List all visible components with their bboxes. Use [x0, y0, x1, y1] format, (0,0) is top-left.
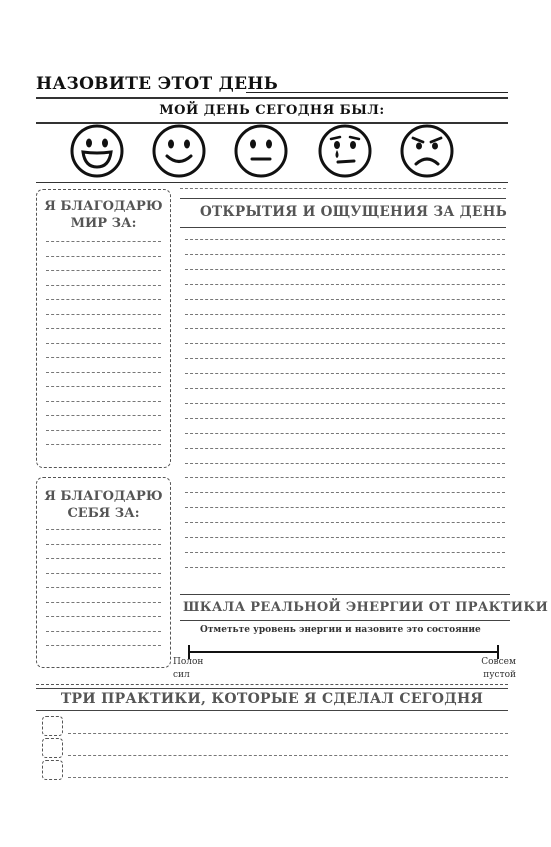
writing-line[interactable] [185, 567, 505, 568]
energy-title: ШКАЛА РЕАЛЬНОЙ ЭНЕРГИИ ОТ ПРАКТИКИ [183, 600, 549, 615]
writing-line[interactable] [185, 418, 505, 419]
writing-line[interactable] [46, 444, 161, 445]
practice-checkbox[interactable] [42, 738, 63, 758]
writing-line[interactable] [46, 645, 161, 646]
writing-line[interactable] [46, 529, 161, 530]
writing-line[interactable] [46, 544, 161, 545]
divider [180, 620, 510, 621]
writing-line[interactable] [185, 239, 505, 240]
writing-line[interactable] [185, 477, 505, 478]
scale-right-label: Совсем пустой [481, 657, 516, 680]
divider [36, 97, 508, 99]
writing-line[interactable] [185, 314, 505, 315]
divider [180, 594, 510, 595]
writing-line[interactable] [46, 256, 161, 257]
writing-line[interactable] [185, 343, 505, 344]
neutral-face-icon[interactable] [234, 124, 288, 178]
writing-line[interactable] [185, 403, 505, 404]
writing-line[interactable] [46, 386, 161, 387]
gratitude-world-title: Я БЛАГОДАРЮ МИР ЗА: [44, 199, 163, 231]
divider [36, 710, 508, 711]
writing-line[interactable] [46, 430, 161, 431]
writing-line[interactable] [46, 299, 161, 300]
writing-line[interactable] [46, 558, 161, 559]
writing-line[interactable] [46, 357, 161, 358]
practice-checkbox[interactable] [42, 716, 63, 736]
writing-line[interactable] [46, 631, 161, 632]
writing-line[interactable] [185, 552, 505, 553]
writing-line[interactable] [185, 463, 505, 464]
writing-line[interactable] [185, 269, 505, 270]
writing-line[interactable] [185, 284, 505, 285]
writing-line[interactable] [185, 507, 505, 508]
writing-line[interactable] [46, 415, 161, 416]
writing-line[interactable] [185, 433, 505, 434]
crying-face-icon[interactable] [318, 124, 372, 178]
writing-line[interactable] [46, 241, 161, 242]
scale-left-label: Полон сил [173, 657, 204, 680]
practice-line[interactable] [68, 777, 508, 778]
writing-line[interactable] [46, 343, 161, 344]
writing-line[interactable] [185, 448, 505, 449]
practices-title: ТРИ ПРАКТИКИ, КОТОРЫЕ Я СДЕЛАЛ СЕГОДНЯ [60, 691, 484, 707]
writing-line[interactable] [46, 285, 161, 286]
writing-line[interactable] [46, 616, 161, 617]
gratitude-world-box [36, 189, 171, 468]
gratitude-self-title: Я БЛАГОДАРЮ СЕБЯ ЗА: [44, 489, 163, 521]
writing-line[interactable] [46, 270, 161, 271]
writing-line[interactable] [185, 537, 505, 538]
energy-instruction: Отметьте уровень энергии и назовите это состояние [200, 625, 481, 635]
divider [180, 198, 506, 199]
smile-face-icon[interactable] [152, 124, 206, 178]
energy-scale-bar[interactable] [188, 651, 499, 653]
big-smile-face-icon[interactable] [70, 124, 124, 178]
mood-prompt: МОЙ ДЕНЬ СЕГОДНЯ БЫЛ: [159, 103, 385, 118]
divider [180, 188, 506, 189]
writing-line[interactable] [46, 314, 161, 315]
writing-line[interactable] [185, 492, 505, 493]
writing-line[interactable] [185, 373, 505, 374]
divider [36, 182, 508, 183]
writing-line[interactable] [185, 358, 505, 359]
writing-line[interactable] [185, 388, 505, 389]
page-title: НАЗОВИТЕ ЭТОТ ДЕНЬ [36, 74, 279, 94]
divider [36, 684, 508, 685]
writing-line[interactable] [46, 372, 161, 373]
writing-line[interactable] [46, 573, 161, 574]
writing-line[interactable] [185, 254, 505, 255]
practice-checkbox[interactable] [42, 760, 63, 780]
mood-selector [36, 122, 508, 180]
writing-line[interactable] [46, 328, 161, 329]
discoveries-title: ОТКРЫТИЯ И ОЩУЩЕНИЯ ЗА ДЕНЬ [200, 204, 508, 220]
angry-face-icon[interactable] [400, 124, 454, 178]
divider [180, 227, 506, 228]
divider [36, 688, 508, 689]
day-name-field[interactable] [246, 92, 508, 93]
writing-line[interactable] [46, 602, 161, 603]
writing-line[interactable] [185, 328, 505, 329]
writing-line[interactable] [46, 587, 161, 588]
writing-line[interactable] [185, 522, 505, 523]
gratitude-self-box [36, 477, 171, 668]
writing-line[interactable] [46, 401, 161, 402]
practice-line[interactable] [68, 733, 508, 734]
practice-line[interactable] [68, 755, 508, 756]
writing-line[interactable] [185, 299, 505, 300]
